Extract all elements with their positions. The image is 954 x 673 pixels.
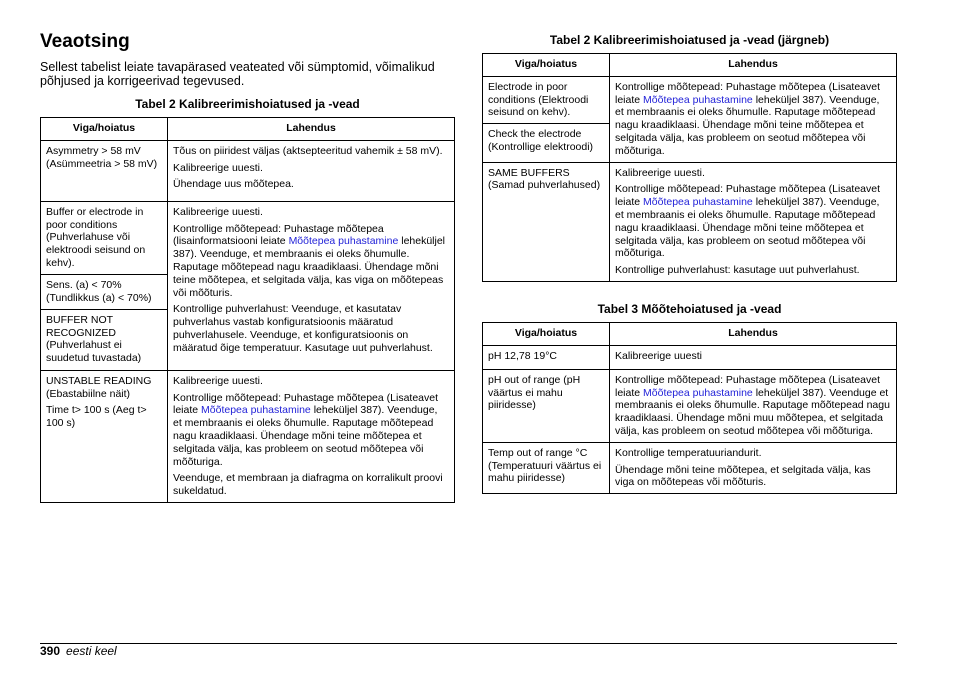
footer-divider bbox=[40, 643, 897, 644]
header-solution: Lahendus bbox=[610, 323, 897, 346]
solution-cell: Tõus on piiridest väljas (aktsepteeritud vahemik ± 58 mV). Kalibreerige uuesti. Ühendage uus mõõtepea. bbox=[168, 140, 455, 201]
table-row bbox=[483, 345, 897, 369]
probe-cleaning-link[interactable]: Mõõtepea puhastamine bbox=[288, 235, 399, 248]
page-footer bbox=[40, 644, 117, 658]
error-cell: pH 12,78 19°C bbox=[483, 345, 610, 369]
intro-paragraph: Sellest tabelist leiate tavapärased veateated või sümptomid, võimalikud põhjused ja korrigeerivad tegevused. bbox=[40, 60, 435, 88]
table-row bbox=[483, 442, 897, 493]
solution-cell: Kontrollige temperatuuriandurit. Ühendage mõni teine mõõtepea, et selgitada välja, kas viga on mõõtepeas või mõõturis. bbox=[610, 442, 897, 493]
solution-cell: Kalibreerige uuesti. Kontrollige mõõtepead: Puhastage mõõtepea (lisainformatsiooni leiate Mõõtepea puhastamine leheküljel 387). Veenduge, et membraanis ei oleks õhumulle. Raputage mõõtepead nagu kraadiklaasi. Ühendage mõni teine mõõtepea, et selgitada välja, kas viga on mõõtepeas või mõõturis. Kontrollige puhverlahust: Veenduge, et kasutatav puhverlahus vastab konfiguratsioonis määratud puhverlahusele. Veenduge, et konfiguratsioonis on määratud õige temperatuur. Kasutage uut puhverlahust. bbox=[168, 201, 455, 370]
footer-language: eesti keel bbox=[66, 644, 117, 658]
probe-cleaning-link[interactable]: Mõõtepea puhastamine bbox=[643, 386, 753, 399]
probe-cleaning-link[interactable]: Mõõtepea puhastamine bbox=[643, 196, 753, 209]
calibration-errors-table bbox=[40, 117, 455, 503]
page-number: 390 bbox=[40, 644, 61, 658]
table2-continued-caption: Tabel 2 Kalibreerimishoiatused ja -vead (järgneb) bbox=[549, 33, 830, 47]
error-cell: SAME BUFFERS (Samad puhverlahused) bbox=[483, 162, 610, 281]
table-header-row bbox=[483, 323, 897, 346]
error-cell: Temp out of range °C (Temperatuuri väärtus ei mahu piiridesse) bbox=[483, 442, 610, 493]
solution-cell: Kontrollige mõõtepead: Puhastage mõõtepea (Lisateavet leiate Mõõtepea puhastamine leheküljel 387). Veenduge et membraanis ei oleks õhumulle. Raputage mõõtepead nagu kraadiklaasi. Ühendage mõni muu mõõtepea, et selgitada välja, kas probleem on seotud mõõtepea või mõõturiga. bbox=[610, 369, 897, 442]
table-row bbox=[483, 369, 897, 442]
header-error: Viga/hoiatus bbox=[483, 54, 610, 77]
table3-caption: Tabel 3 Mõõtehoiatused ja -vead bbox=[597, 302, 782, 316]
error-cell: Buffer or electrode in poor conditions (Puhverlahuse või elektroodi seisund on kehv). Sens. (a) < 70% (Tundlikkus (a) < 70%) BUFFER NOT RECOGNIZED (Puhverlahust ei suudetud tuvastada) bbox=[41, 201, 168, 370]
header-error: Viga/hoiatus bbox=[483, 323, 610, 346]
table-row bbox=[41, 201, 455, 370]
error-cell: Asymmetry > 58 mV (Asümmeetria > 58 mV) bbox=[41, 140, 168, 201]
table-row bbox=[483, 76, 897, 162]
probe-cleaning-link[interactable]: Mõõtepea puhastamine bbox=[643, 93, 753, 106]
solution-cell: Kalibreerige uuesti bbox=[610, 345, 897, 369]
solution-cell: Kalibreerige uuesti. Kontrollige mõõtepead: Puhastage mõõtepea (Lisateavet leiate Mõõtepea puhastamine leheküljel 387). Veenduge, et membraanis ei oleks õhumulle. Raputage mõõtepead nagu kraadiklaasi. Ühendage mõni teine mõõtepea et selgitada välja, kas probleem on seotud mõõtepea või mõõturiga. Veenduge, et membraan ja diafragma on korralikult proovi sukeldatud. bbox=[168, 370, 455, 502]
table-header-row bbox=[483, 54, 897, 77]
calibration-errors-continued-table bbox=[482, 53, 897, 282]
header-solution: Lahendus bbox=[610, 54, 897, 77]
table-row bbox=[41, 370, 455, 502]
measurement-errors-table bbox=[482, 322, 897, 494]
solution-cell: Kontrollige mõõtepead: Puhastage mõõtepea (Lisateavet leiate Mõõtepea puhastamine leheküljel 387). Veenduge, et membraanis ei oleks õhumulle. Raputage mõõtepead nagu kraadiklaasi. Ühendage mõni teine mõõtepea et selgitada välja, kas probleem on seotud mõõtepea või mõõturiga. bbox=[610, 76, 897, 162]
error-cell: pH out of range (pH väärtus ei mahu piiridesse) bbox=[483, 369, 610, 442]
solution-cell: Kalibreerige uuesti. Kontrollige mõõtepead: Puhastage mõõtepea (Lisateavet leiate Mõõtepea puhastamine leheküljel 387). Veenduge, et membraanis ei oleks õhumulle. Raputage mõõtepead nagu kraadiklaasi. Ühendage mõni teine mõõtepea et selgitada välja, kas probleem on seotud mõõtepea või mõõturiga. Kontrollige puhverlahust: kasutage uut puhverlahust. bbox=[610, 162, 897, 281]
error-cell: UNSTABLE READING (Ebastabiilne näit) Time t> 100 s (Aeg t> 100 s) bbox=[41, 370, 168, 502]
header-solution: Lahendus bbox=[168, 118, 455, 141]
table-header-row bbox=[41, 118, 455, 141]
header-error: Viga/hoiatus bbox=[41, 118, 168, 141]
page-title: Veaotsing bbox=[40, 31, 130, 52]
error-cell: Electrode in poor conditions (Elektroodi seisund on kehv). Check the electrode (Kontrollige elektroodi) bbox=[483, 76, 610, 162]
table2-caption: Tabel 2 Kalibreerimishoiatused ja -vead bbox=[135, 97, 360, 111]
probe-cleaning-link[interactable]: Mõõtepea puhastamine bbox=[201, 404, 311, 417]
table-row bbox=[41, 140, 455, 201]
table-row bbox=[483, 162, 897, 281]
